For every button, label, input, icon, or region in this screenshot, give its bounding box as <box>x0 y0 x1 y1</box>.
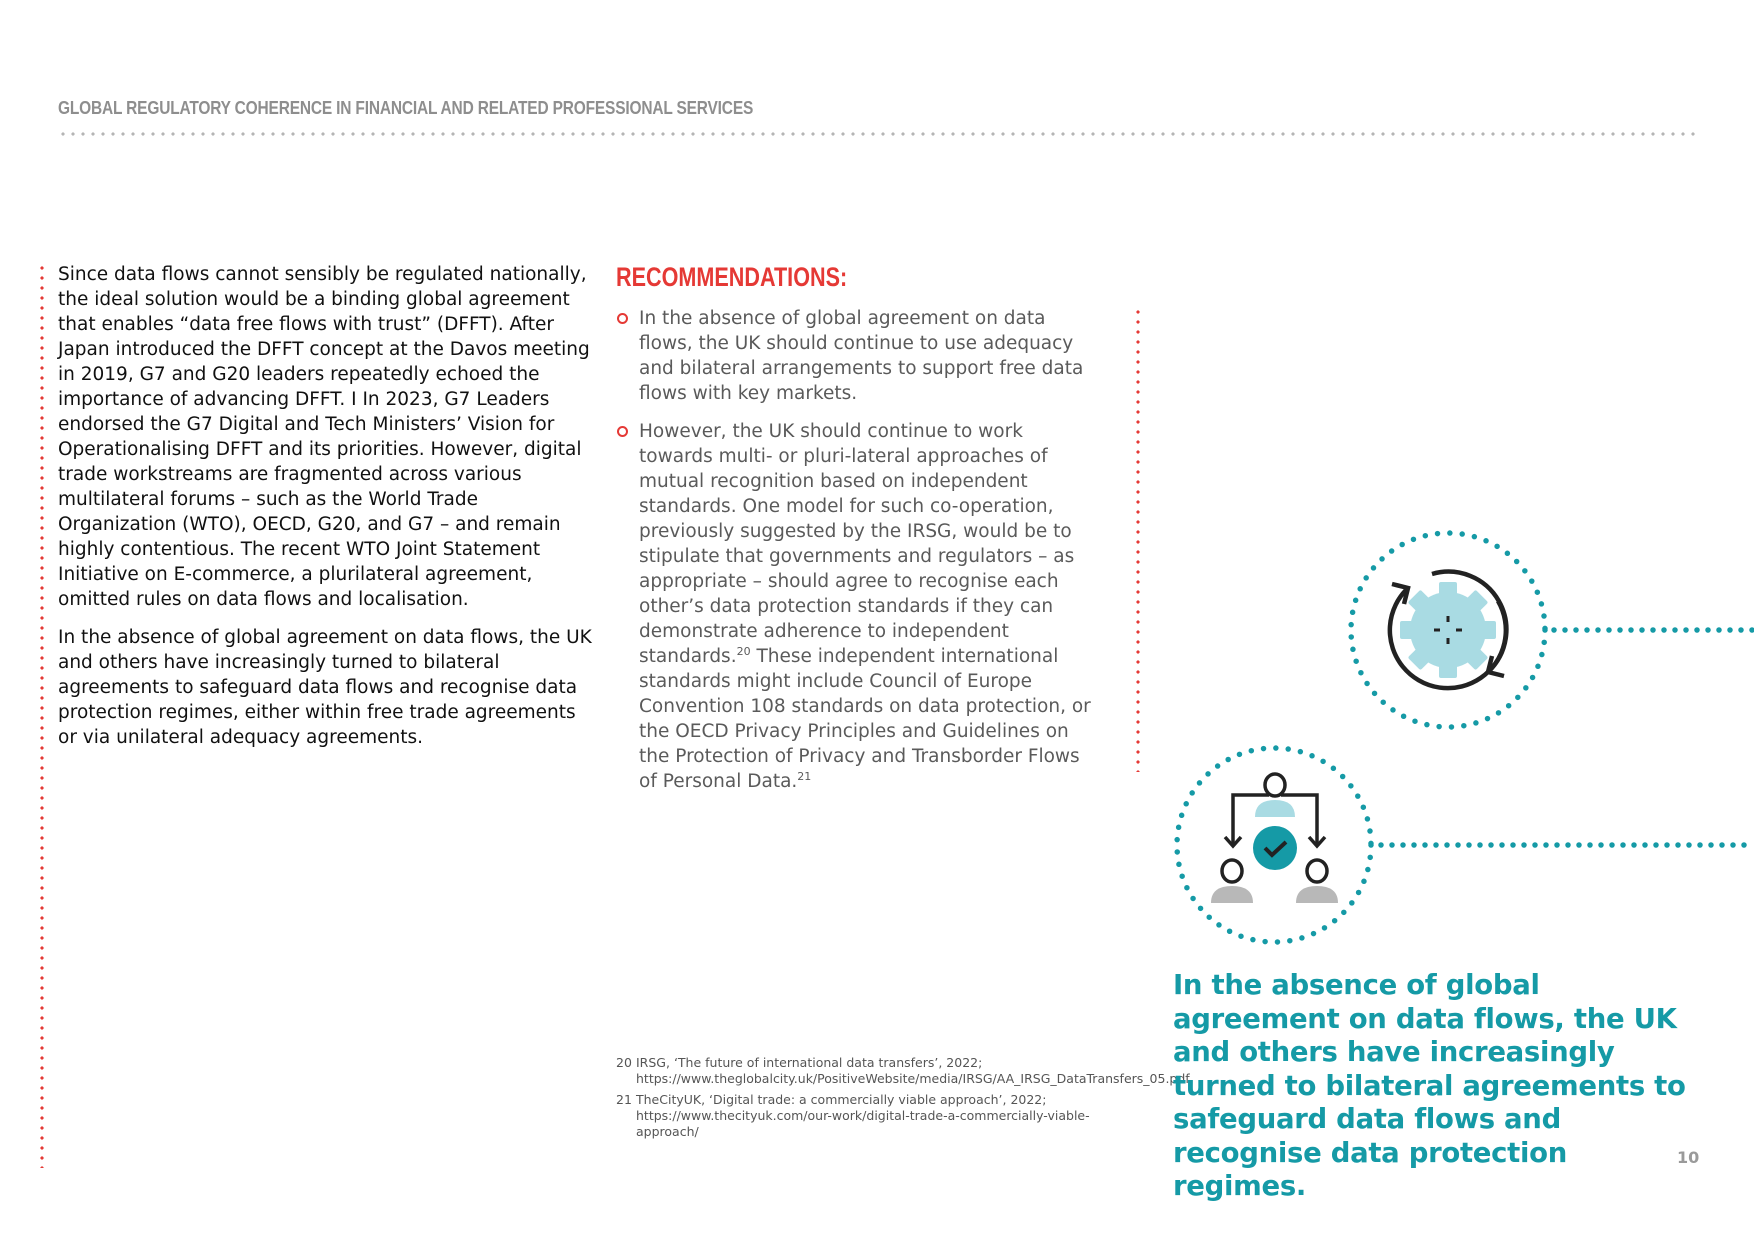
middle-dotted-divider <box>1136 307 1140 772</box>
recommendation-text: However, the UK should continue to work towards multi- or pluri-lateral approaches of mutual recognition based on independent standards. One model for such co-operation, previously suggested by the IRSG, would be to stipulate that governments and regulators – as appropriate – should agree to recognise each other’s data protection standards if they can demonstrate adherence to independent standards. <box>639 421 1075 667</box>
body-paragraph: Since data flows cannot sensibly be regulated nationally, the ideal solution would be a binding global agreement that enables “data free flows with trust” (DFFT). After Japan introduced the DFFT concept at the Davos meeting in 2019, G7 and G20 leaders repeatedly echoed the importance of advancing DFFT. I In 2023, G7 Leaders endorsed the G7 Digital and Tech Ministers’ Vision for Operationalising DFFT and its priorities. However, digital trade workstreams are fragmented across various multilateral forums – such as the World Trade Organization (WTO), OECD, G20, and G7 – and remain highly contentious. The recent WTO Joint Statement Initiative on E-commerce, a plurilateral agreement, omitted rules on data flows and localisation. <box>58 264 590 610</box>
footnote-number: 21 <box>616 1092 632 1107</box>
footnote-ref: 20 <box>736 644 751 658</box>
recommendations-heading: RECOMMENDATIONS: <box>616 262 848 292</box>
header-dotted-divider <box>58 132 1698 136</box>
body-text-column <box>58 262 593 763</box>
bullet-icon <box>617 313 628 324</box>
gear-refresh-icon <box>1344 526 1754 736</box>
footnote-text: IRSG, ‘The future of international data transfers’, 2022; https://www.theglobalcity.uk/PositiveWebsite/media/IRSG/AA_IRSG_DataTransfers_05.pdf <box>636 1055 1190 1086</box>
people-exchange-check-icon <box>1169 740 1754 950</box>
bullet-icon <box>617 426 628 437</box>
recommendation-item <box>616 306 1091 406</box>
recommendations-list <box>616 306 1091 807</box>
footnotes <box>616 1055 1190 1145</box>
footnote-item <box>616 1092 1146 1140</box>
page-number: 10 <box>1677 1148 1700 1167</box>
recommendation-text: In the absence of global agreement on data flows, the UK should continue to use adequacy and bilateral arrangements to support free data flows with key markets. <box>639 308 1084 404</box>
footnote-text: TheCityUK, ‘Digital trade: a commercially viable approach’, 2022; https://www.thecityuk.com/our-work/digital-trade-a-commercially-viable-approach/ <box>636 1092 1090 1139</box>
footnote-ref: 21 <box>797 769 812 783</box>
pull-quote: In the absence of global agreement on data flows, the UK and others have increasingly turned to bilateral agreements to safeguard data flows and recognise data protection regimes. <box>1173 969 1686 1202</box>
footnote-item <box>616 1055 1190 1087</box>
recommendation-item <box>616 419 1091 794</box>
body-paragraph: In the absence of global agreement on data flows, the UK and others have increasingly turned to bilateral agreements to safeguard data flows and recognise data protection regimes, either within free trade agreements or via unilateral adequacy agreements. <box>58 627 592 748</box>
recommendation-text: These independent international standards might include Council of Europe Convention 108 standards on data protection, or the OECD Privacy Principles and Guidelines on the Protection of Privacy and Transborder Flows of Personal Data. <box>639 646 1091 792</box>
left-dotted-divider <box>40 263 44 1168</box>
footnote-number: 20 <box>616 1055 632 1070</box>
page-header-title: GLOBAL REGULATORY COHERENCE IN FINANCIAL AND RELATED PROFESSIONAL SERVICES <box>58 98 754 118</box>
